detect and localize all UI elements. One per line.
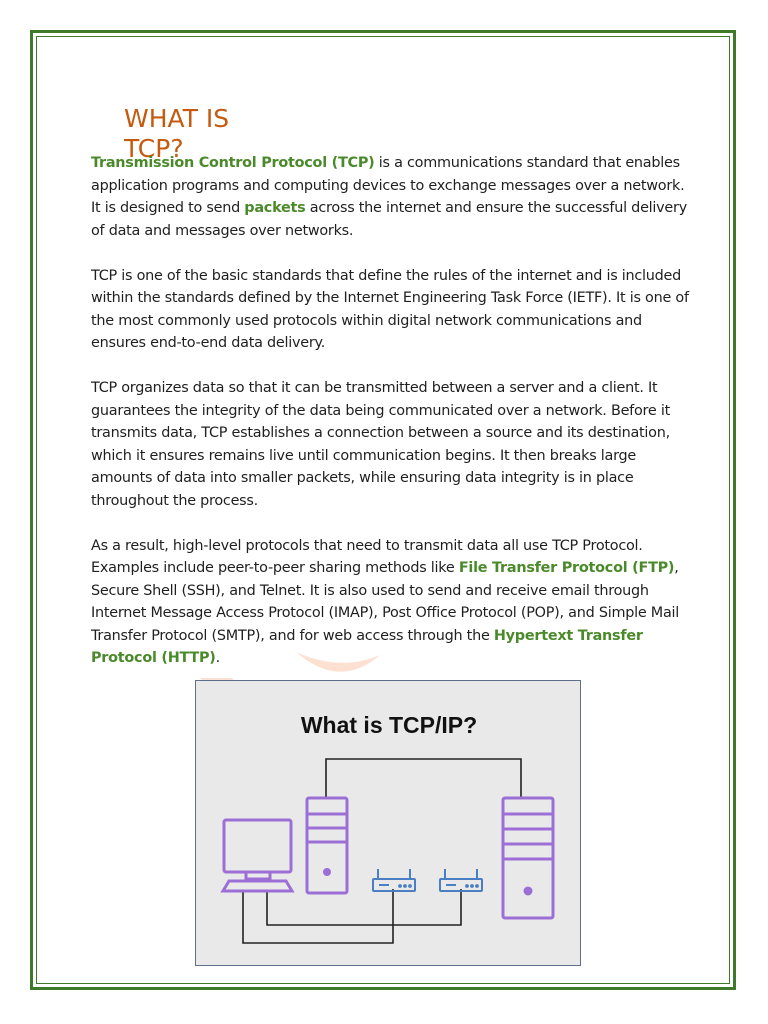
paragraph-text: As a result, high-level protocols that need to transmit data all use TCP Protocol. Examples include peer-to-peer sharing methods like (91, 537, 643, 576)
document-body (91, 152, 689, 692)
inline-link[interactable]: Hypertext Transfer Protocol (HTTP) (91, 627, 643, 666)
server-tower-icon (307, 798, 347, 893)
server-tower-icon (503, 798, 553, 918)
network-links (243, 759, 521, 943)
body-paragraph (91, 535, 689, 670)
paragraph-text: , Secure Shell (SSH), and Telnet. It is also used to send and receive email through Internet Message Access Protocol (IMAP), Post Office Protocol (POP), and Simple Mail Transfer Protocol (SMTP), and for web access through the (91, 560, 680, 644)
figure-title: What is TCP/IP? (300, 712, 478, 738)
inline-link[interactable]: packets (244, 200, 306, 216)
paragraph-text: TCP organizes data so that it can be transmitted between a server and a client. It guarantees the integrity of the data being communicated over a network. Before it transmits data, TCP establishes a connection between a source and its destination, which it ensures remains live until communication begins. It then breaks large amounts of data into smaller packets, while ensuring data integrity is in place throughout the process. (91, 380, 670, 509)
inline-link[interactable]: Transmission Control Protocol (TCP) (91, 155, 375, 171)
inline-link[interactable]: File Transfer Protocol (FTP) (458, 560, 675, 576)
paragraph-text: across the internet and ensure the successful delivery of data and messages over networks. (91, 200, 687, 239)
router-icon (373, 869, 415, 891)
paragraph-text: is a communications standard that enables application programs and computing devices to exchange messages over a network. It is designed to send (91, 155, 685, 216)
desktop-computer-icon (223, 820, 292, 891)
paragraph-text: TCP is one of the basic standards that define the rules of the internet and is included within the standards defined by the Internet Engineering Task Force (IETF). It is one of the most commonly used protocols within digital network communications and ensures end-to-end data delivery. (91, 267, 689, 351)
body-paragraph (91, 265, 689, 355)
body-paragraph (91, 152, 689, 242)
page-title: WHAT IS TCP? (124, 104, 230, 163)
paragraph-text: . (215, 650, 220, 666)
router-icon (440, 869, 482, 891)
body-paragraph (91, 377, 689, 512)
tcp-ip-figure (195, 680, 581, 966)
